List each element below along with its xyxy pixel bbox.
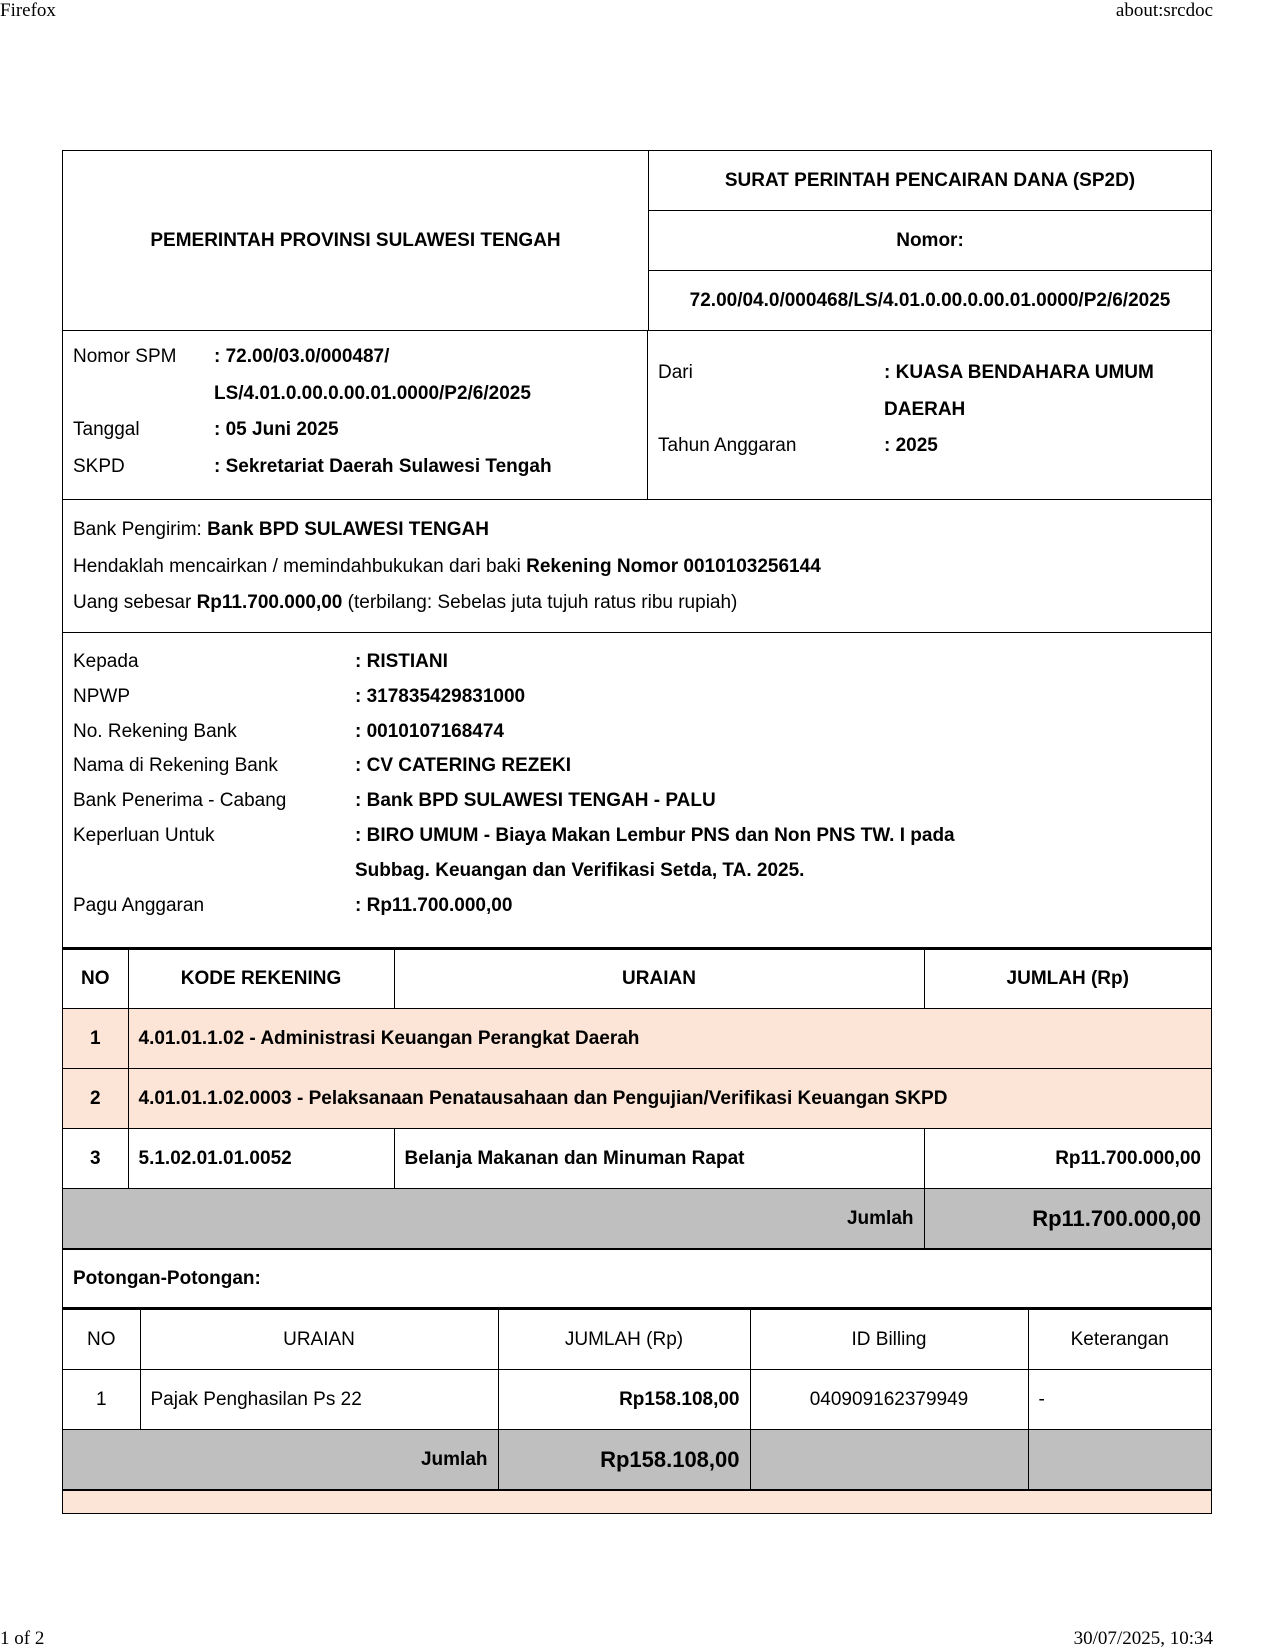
kepada-value: : RISTIANI bbox=[355, 651, 448, 672]
spm-number-label: Nomor SPM bbox=[73, 346, 177, 367]
recipient-section bbox=[63, 633, 1211, 949]
instruction-text: Hendaklah mencairkan / memindahbukukan dari baki bbox=[73, 555, 527, 577]
total-label: Jumlah bbox=[63, 1189, 924, 1249]
table-row bbox=[63, 1129, 1211, 1189]
bank-pengirim-value: Bank BPD SULAWESI TENGAH bbox=[207, 519, 489, 540]
row-number: 1 bbox=[63, 1009, 128, 1069]
kode-rekening: 5.1.02.01.01.0052 bbox=[128, 1129, 394, 1189]
uraian: Belanja Makanan dan Minuman Rapat bbox=[394, 1129, 924, 1189]
npwp-label: NPWP bbox=[73, 685, 130, 707]
empty-cell bbox=[750, 1430, 1028, 1490]
number-label: Nomor: bbox=[649, 210, 1211, 270]
nama-rekening-label: Nama di Rekening Bank bbox=[73, 755, 278, 777]
government-name: PEMERINTAH PROVINSI SULAWESI TENGAH bbox=[63, 151, 649, 330]
total-label: Jumlah bbox=[63, 1430, 498, 1490]
bank-pengirim-label: Bank Pengirim: bbox=[73, 519, 208, 540]
document-header bbox=[63, 151, 1211, 331]
uang-value: Rp11.700.000,00 bbox=[196, 592, 343, 613]
dari-value: : KUASA BENDAHARA UMUM bbox=[884, 362, 1154, 383]
table-header-row bbox=[63, 950, 1211, 1009]
nama-rekening-value: : CV CATERING REZEKI bbox=[355, 755, 572, 777]
browser-app-name: Firefox bbox=[0, 0, 56, 21]
uraian: Pajak Penghasilan Ps 22 bbox=[140, 1370, 498, 1430]
skpd-label: SKPD bbox=[73, 455, 125, 477]
total-row bbox=[63, 1189, 1211, 1249]
total-value: Rp11.700.000,00 bbox=[924, 1189, 1211, 1249]
page-indicator: 1 of 2 bbox=[0, 1628, 45, 1649]
bank-penerima-value: : Bank BPD SULAWESI TENGAH - PALU bbox=[355, 790, 716, 812]
keperluan-value: : BIRO UMUM - Biaya Makan Lembur PNS dan Non PNS TW. I pada bbox=[355, 824, 955, 846]
browser-url: about:srcdoc bbox=[1115, 0, 1213, 21]
column-header: ID Billing bbox=[750, 1310, 1028, 1370]
column-header: URAIAN bbox=[140, 1310, 498, 1370]
bank-penerima-label: Bank Penerima - Cabang bbox=[73, 790, 287, 812]
rekening-bank-value: : 0010107168474 bbox=[355, 720, 504, 742]
tahun-anggaran-value: : 2025 bbox=[884, 435, 938, 456]
keterangan: - bbox=[1028, 1370, 1211, 1430]
rekening-table bbox=[63, 949, 1211, 1249]
pagu-label: Pagu Anggaran bbox=[73, 894, 205, 916]
spm-info bbox=[63, 331, 1211, 500]
column-header: NO bbox=[63, 1310, 140, 1370]
total-row bbox=[63, 1430, 1211, 1490]
column-header: URAIAN bbox=[394, 950, 924, 1009]
total-value: Rp158.108,00 bbox=[498, 1430, 750, 1490]
keperluan-label: Keperluan Untuk bbox=[73, 824, 215, 846]
tanggal-label: Tanggal bbox=[73, 419, 140, 440]
keperluan-value-cont: Subbag. Keuangan dan Verifikasi Setda, TA. 2025. bbox=[355, 859, 805, 881]
spm-number-value: : 72.00/03.0/000487/ bbox=[214, 346, 390, 367]
jumlah: Rp11.700.000,00 bbox=[924, 1129, 1211, 1189]
column-header: JUMLAH (Rp) bbox=[498, 1310, 750, 1370]
row-number: 3 bbox=[63, 1129, 128, 1189]
jumlah: Rp158.108,00 bbox=[498, 1370, 750, 1430]
spm-number-value-cont: LS/4.01.0.00.0.00.01.0000/P2/6/2025 bbox=[214, 382, 531, 404]
empty-cell bbox=[1028, 1430, 1211, 1490]
tahun-anggaran-label: Tahun Anggaran bbox=[658, 435, 797, 456]
sp2d-document bbox=[62, 150, 1212, 1514]
tanggal-value: : 05 Juni 2025 bbox=[214, 419, 339, 440]
table-row bbox=[63, 1009, 1211, 1069]
row-text: 4.01.01.1.02 - Administrasi Keuangan Perangkat Daerah bbox=[128, 1009, 1211, 1069]
terbilang-text: (terbilang: Sebelas juta tujuh ratus ribu rupiah) bbox=[342, 592, 738, 613]
column-header: Keterangan bbox=[1028, 1310, 1211, 1370]
print-datetime: 30/07/2025, 10:34 bbox=[1073, 1628, 1213, 1649]
id-billing: 040909162379949 bbox=[750, 1370, 1028, 1430]
npwp-value: : 317835429831000 bbox=[355, 685, 526, 707]
footer-band bbox=[63, 1490, 1211, 1513]
table-row bbox=[63, 1069, 1211, 1129]
bank-section bbox=[63, 500, 1211, 633]
dari-value-cont: DAERAH bbox=[884, 398, 966, 420]
pagu-value: : Rp11.700.000,00 bbox=[355, 894, 513, 916]
row-number: 1 bbox=[63, 1370, 140, 1430]
uang-label: Uang sebesar bbox=[73, 592, 197, 613]
potongan-title: Potongan-Potongan: bbox=[63, 1249, 1211, 1309]
document-title: SURAT PERINTAH PENCAIRAN DANA (SP2D) bbox=[724, 169, 1136, 191]
table-header-row bbox=[63, 1310, 1211, 1370]
dari-label: Dari bbox=[658, 362, 693, 383]
kepada-label: Kepada bbox=[73, 651, 139, 672]
rekening-nomor: Rekening Nomor 0010103256144 bbox=[526, 555, 821, 577]
column-header: NO bbox=[63, 950, 128, 1009]
row-number: 2 bbox=[63, 1069, 128, 1129]
potongan-table bbox=[63, 1309, 1211, 1490]
column-header: KODE REKENING bbox=[128, 950, 394, 1009]
skpd-value: : Sekretariat Daerah Sulawesi Tengah bbox=[214, 455, 552, 477]
column-header: JUMLAH (Rp) bbox=[924, 950, 1211, 1009]
document-number: 72.00/04.0/000468/LS/4.01.0.00.0.00.01.0000/P2/6/2025 bbox=[649, 270, 1211, 330]
row-text: 4.01.01.1.02.0003 - Pelaksanaan Penatausahaan dan Pengujian/Verifikasi Keuangan SKPD bbox=[128, 1069, 1211, 1129]
rekening-bank-label: No. Rekening Bank bbox=[73, 720, 237, 742]
table-row bbox=[63, 1370, 1211, 1430]
